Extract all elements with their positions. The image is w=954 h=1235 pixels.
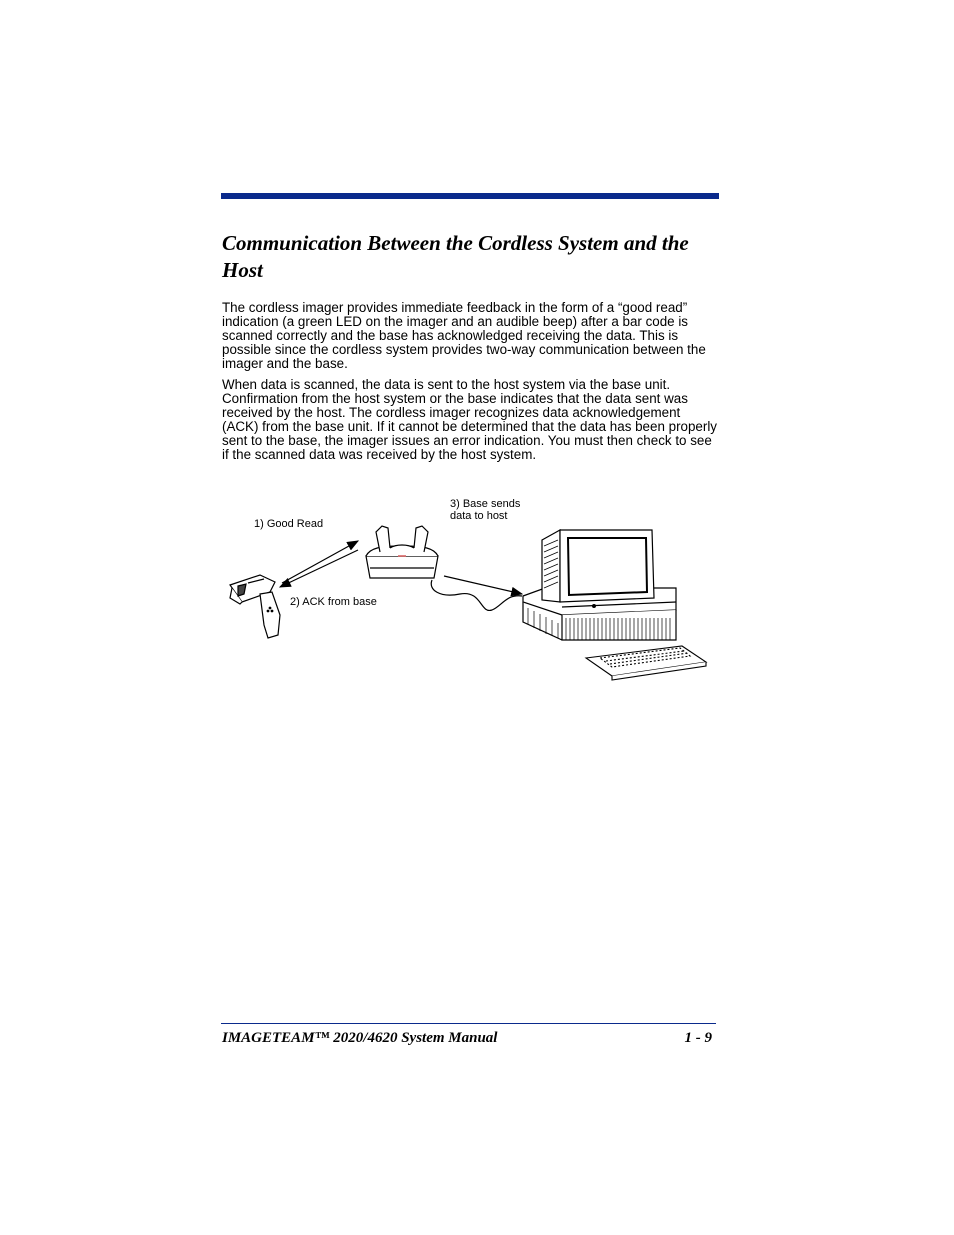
footer-manual-title: IMAGETEAM™ 2020/4620 System Manual [222,1030,498,1046]
footer-page-number: 1 - 9 [684,1030,712,1046]
ack-label: 2) ACK from base [290,596,377,608]
cordless-imager-icon [230,575,280,638]
section-title: Communication Between the Cordless System and the Host [222,231,689,282]
host-computer-icon [523,530,676,640]
base-unit-icon [366,526,438,578]
communication-diagram [220,490,720,690]
ack-arrow [280,550,358,587]
good-read-label: 1) Good Read [254,518,324,530]
paragraph-feedback: The cordless imager provides immediate feedback in the form of a “good read” indication (a green LED on the imager and an audible beep) after a bar code is scanned correctly and the base has acknowledged receiving the data. This is possible since the cordless system provides two-way communication between the imager and the base. [222,300,706,371]
base-sends-label: 3) Base sends data to host [450,498,521,522]
footer-rule [221,1023,716,1024]
base-sends-arrow [444,576,522,594]
paragraph-data-flow: When data is scanned, the data is sent to the host system via the base unit. Confirmation from the host system or the base indicates that the data sent was received by the host. The cordless imager recognizes data acknowledgement (ACK) from the base unit. If it cannot be determined that the data has been properly sent to the base, the imager issues an error indication. You must then check to see if the scanned data was received by the host system. [222,377,717,462]
cable-icon [431,580,522,610]
top-accent-rule [221,193,719,199]
keyboard-icon [586,646,706,680]
good-read-arrow [282,541,358,583]
